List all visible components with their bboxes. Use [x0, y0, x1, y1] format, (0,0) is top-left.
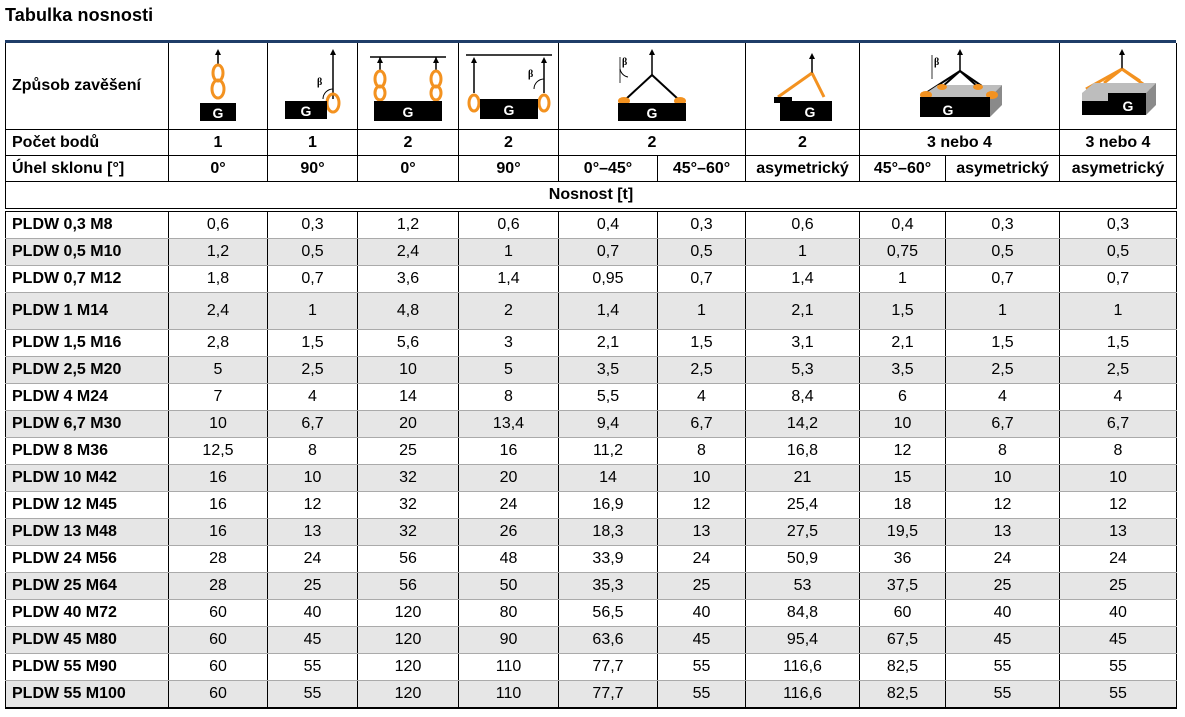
capacity-cell: 3,1: [746, 330, 860, 357]
capacity-cell: 60: [169, 627, 268, 654]
capacity-cell: 13,4: [459, 411, 559, 438]
capacity-cell: 9,4: [559, 411, 658, 438]
svg-text:G: G: [212, 105, 224, 121]
capacity-cell: 18: [860, 492, 946, 519]
capacity-cell: 36: [860, 546, 946, 573]
capacity-cell: 40: [1060, 600, 1177, 627]
points-value: 2: [559, 130, 746, 156]
product-name-cell: PLDW 40 M72: [6, 600, 169, 627]
capacity-cell: 120: [358, 600, 459, 627]
svg-text:G: G: [503, 102, 514, 118]
capacity-cell: 60: [860, 600, 946, 627]
capacity-cell: 53: [746, 573, 860, 600]
capacity-cell: 63,6: [559, 627, 658, 654]
capacity-cell: 10: [358, 357, 459, 384]
capacity-cell: 25: [658, 573, 746, 600]
capacity-cell: 12: [1060, 492, 1177, 519]
table-row: [6, 293, 1177, 330]
capacity-cell: 6,7: [1060, 411, 1177, 438]
mode-label: Způsob zavěšení: [6, 43, 169, 130]
capacity-cell: 14: [358, 384, 459, 411]
capacity-cell: 16,8: [746, 438, 860, 465]
single-vertical-sling-icon: [169, 43, 268, 130]
capacity-cell: 0,5: [1060, 239, 1177, 266]
capacity-cell: 0,95: [559, 266, 658, 293]
table-row: [6, 600, 1177, 627]
capacity-header-row: [6, 182, 1177, 209]
capacity-cell: 60: [169, 654, 268, 681]
points-value: 3 nebo 4: [860, 130, 1060, 156]
capacity-cell: 24: [268, 546, 358, 573]
points-label: Počet bodů: [6, 130, 169, 156]
capacity-cell: 40: [658, 600, 746, 627]
capacity-cell: 0,6: [169, 212, 268, 239]
four-leg-bridle-sling-icon: [860, 43, 1060, 130]
angle-value: 0°: [358, 156, 459, 182]
capacity-cell: 1,2: [169, 239, 268, 266]
points-value: 3 nebo 4: [1060, 130, 1177, 156]
capacity-cell: 13: [1060, 519, 1177, 546]
capacity-cell: 37,5: [860, 573, 946, 600]
table-row: [6, 681, 1177, 709]
product-name-cell: PLDW 1 M14: [6, 293, 169, 330]
capacity-cell: 120: [358, 654, 459, 681]
capacity-cell: 120: [358, 681, 459, 709]
capacity-cell: 120: [358, 627, 459, 654]
svg-text:β: β: [933, 57, 939, 68]
product-name-cell: PLDW 8 M36: [6, 438, 169, 465]
capacity-cell: 1: [1060, 293, 1177, 330]
capacity-cell: 0,7: [658, 266, 746, 293]
capacity-cell: 1,5: [946, 330, 1060, 357]
capacity-cell: 95,4: [746, 627, 860, 654]
table-row: [6, 384, 1177, 411]
capacity-cell: 10: [946, 465, 1060, 492]
capacity-cell: 8: [946, 438, 1060, 465]
capacity-cell: 110: [459, 681, 559, 709]
capacity-cell: 1: [658, 293, 746, 330]
capacity-cell: 0,3: [268, 212, 358, 239]
capacity-cell: 1,4: [559, 293, 658, 330]
suspension-mode-row: [6, 43, 1177, 130]
capacity-cell: 84,8: [746, 600, 860, 627]
svg-text:G: G: [646, 105, 658, 121]
table-row: [6, 654, 1177, 681]
capacity-cell: 5,3: [746, 357, 860, 384]
capacity-cell: 0,6: [459, 212, 559, 239]
capacity-cell: 12: [658, 492, 746, 519]
inclination-angle-row: [6, 156, 1177, 182]
two-side-beam-sling-icon: [459, 43, 559, 130]
capacity-cell: 13: [268, 519, 358, 546]
capacity-cell: 45: [658, 627, 746, 654]
capacity-cell: 0,4: [860, 212, 946, 239]
capacity-cell: 11,2: [559, 438, 658, 465]
capacity-cell: 26: [459, 519, 559, 546]
capacity-cell: 5,5: [559, 384, 658, 411]
capacity-cell: 0,5: [658, 239, 746, 266]
angle-label: Úhel sklonu [°]: [6, 156, 169, 182]
product-name-cell: PLDW 45 M80: [6, 627, 169, 654]
capacity-cell: 10: [169, 411, 268, 438]
product-name-cell: PLDW 55 M90: [6, 654, 169, 681]
capacity-cell: 1,4: [459, 266, 559, 293]
capacity-cell: 116,6: [746, 654, 860, 681]
capacity-cell: 32: [358, 519, 459, 546]
product-name-cell: PLDW 24 M56: [6, 546, 169, 573]
capacity-cell: 1,5: [860, 293, 946, 330]
capacity-cell: 24: [946, 546, 1060, 573]
table-row: [6, 492, 1177, 519]
product-name-cell: PLDW 1,5 M16: [6, 330, 169, 357]
angle-value: 90°: [268, 156, 358, 182]
capacity-cell: 55: [1060, 654, 1177, 681]
table-row: [6, 438, 1177, 465]
product-name-cell: PLDW 55 M100: [6, 681, 169, 709]
capacity-cell: 1: [860, 266, 946, 293]
capacity-cell: 10: [860, 411, 946, 438]
capacity-cell: 0,5: [268, 239, 358, 266]
table-row: [6, 266, 1177, 293]
table-row: [6, 627, 1177, 654]
capacity-cell: 24: [1060, 546, 1177, 573]
capacity-cell: 18,3: [559, 519, 658, 546]
capacity-cell: 2,4: [358, 239, 459, 266]
capacity-cell: 16: [459, 438, 559, 465]
capacity-cell: 14,2: [746, 411, 860, 438]
capacity-cell: 0,7: [559, 239, 658, 266]
capacity-cell: 48: [459, 546, 559, 573]
capacity-cell: 13: [658, 519, 746, 546]
points-count-row: [6, 130, 1177, 156]
product-name-cell: PLDW 13 M48: [6, 519, 169, 546]
angle-value: asymetrický: [746, 156, 860, 182]
capacity-cell: 4,8: [358, 293, 459, 330]
capacity-cell: 2: [459, 293, 559, 330]
capacity-cell: 2,4: [169, 293, 268, 330]
capacity-cell: 2,1: [860, 330, 946, 357]
capacity-cell: 10: [658, 465, 746, 492]
capacity-cell: 16: [169, 465, 268, 492]
svg-text:G: G: [402, 104, 414, 120]
capacity-cell: 67,5: [860, 627, 946, 654]
capacity-cell: 1,5: [1060, 330, 1177, 357]
capacity-cell: 8: [1060, 438, 1177, 465]
angle-value: 0°: [169, 156, 268, 182]
capacity-cell: 4: [1060, 384, 1177, 411]
capacity-cell: 4: [268, 384, 358, 411]
capacity-cell: 16: [169, 519, 268, 546]
capacity-cell: 15: [860, 465, 946, 492]
capacity-cell: 3,5: [860, 357, 946, 384]
capacity-cell: 2,5: [1060, 357, 1177, 384]
page-title: Tabulka nosnosti: [5, 5, 154, 25]
capacity-cell: 32: [358, 492, 459, 519]
capacity-cell: 77,7: [559, 654, 658, 681]
two-vertical-beam-sling-icon: [358, 43, 459, 130]
capacity-cell: 24: [658, 546, 746, 573]
svg-text:β: β: [527, 69, 533, 80]
capacity-cell: 55: [1060, 681, 1177, 709]
capacity-cell: 6,7: [658, 411, 746, 438]
capacity-cell: 20: [459, 465, 559, 492]
capacity-cell: 0,5: [946, 239, 1060, 266]
capacity-cell: 6,7: [946, 411, 1060, 438]
svg-text:G: G: [942, 102, 953, 118]
capacity-cell: 6: [860, 384, 946, 411]
capacity-cell: 10: [268, 465, 358, 492]
capacity-cell: 55: [658, 654, 746, 681]
angle-value: 45°–60°: [860, 156, 946, 182]
capacity-cell: 10: [1060, 465, 1177, 492]
product-name-cell: PLDW 0,7 M12: [6, 266, 169, 293]
capacity-cell: 5: [169, 357, 268, 384]
capacity-cell: 1: [946, 293, 1060, 330]
table-row: [6, 411, 1177, 438]
capacity-cell: 2,5: [268, 357, 358, 384]
product-name-cell: PLDW 4 M24: [6, 384, 169, 411]
capacity-cell: 25: [1060, 573, 1177, 600]
table-row: [6, 546, 1177, 573]
capacity-cell: 25: [946, 573, 1060, 600]
capacity-cell: 55: [946, 681, 1060, 709]
capacity-cell: 50,9: [746, 546, 860, 573]
capacity-cell: 77,7: [559, 681, 658, 709]
capacity-cell: 56: [358, 573, 459, 600]
capacity-cell: 56: [358, 546, 459, 573]
svg-text:β: β: [316, 77, 322, 88]
capacity-cell: 2,8: [169, 330, 268, 357]
product-name-cell: PLDW 6,7 M30: [6, 411, 169, 438]
table-row: [6, 239, 1177, 266]
capacity-cell: 0,7: [268, 266, 358, 293]
capacity-cell: 0,7: [946, 266, 1060, 293]
capacity-cell: 13: [946, 519, 1060, 546]
capacity-cell: 8: [658, 438, 746, 465]
load-capacity-table: [5, 43, 1177, 709]
capacity-cell: 12: [268, 492, 358, 519]
capacity-cell: 82,5: [860, 681, 946, 709]
capacity-cell: 1,2: [358, 212, 459, 239]
capacity-cell: 3,6: [358, 266, 459, 293]
capacity-cell: 20: [358, 411, 459, 438]
capacity-cell: 82,5: [860, 654, 946, 681]
capacity-cell: 55: [268, 681, 358, 709]
single-side-pull-sling-icon: [268, 43, 358, 130]
capacity-cell: 25: [358, 438, 459, 465]
angle-value: 45°–60°: [658, 156, 746, 182]
capacity-cell: 5,6: [358, 330, 459, 357]
angle-value: 0°–45°: [559, 156, 658, 182]
capacity-cell: 1,8: [169, 266, 268, 293]
capacity-cell: 1: [268, 293, 358, 330]
capacity-cell: 40: [268, 600, 358, 627]
capacity-cell: 5: [459, 357, 559, 384]
svg-text:β: β: [622, 57, 628, 68]
product-name-cell: PLDW 25 M64: [6, 573, 169, 600]
capacity-cell: 0,7: [1060, 266, 1177, 293]
capacity-cell: 56,5: [559, 600, 658, 627]
capacity-cell: 90: [459, 627, 559, 654]
product-name-cell: PLDW 12 M45: [6, 492, 169, 519]
capacity-cell: 45: [946, 627, 1060, 654]
points-value: 1: [169, 130, 268, 156]
product-name-cell: PLDW 0,3 M8: [6, 212, 169, 239]
capacity-cell: 16: [169, 492, 268, 519]
capacity-cell: 1: [459, 239, 559, 266]
capacity-cell: 55: [946, 654, 1060, 681]
capacity-cell: 25,4: [746, 492, 860, 519]
capacity-cell: 0,6: [746, 212, 860, 239]
capacity-cell: 0,3: [946, 212, 1060, 239]
capacity-cell: 2,5: [658, 357, 746, 384]
capacity-cell: 80: [459, 600, 559, 627]
points-value: 2: [459, 130, 559, 156]
points-value: 2: [746, 130, 860, 156]
capacity-cell: 60: [169, 681, 268, 709]
table-row: [6, 357, 1177, 384]
capacity-cell: 8: [459, 384, 559, 411]
capacity-cell: 3,5: [559, 357, 658, 384]
angle-value: asymetrický: [946, 156, 1060, 182]
table-row: [6, 465, 1177, 492]
capacity-cell: 25: [268, 573, 358, 600]
capacity-cell: 1,4: [746, 266, 860, 293]
capacity-cell: 1,5: [268, 330, 358, 357]
load-table-container: [5, 40, 1176, 709]
capacity-cell: 50: [459, 573, 559, 600]
capacity-cell: 40: [946, 600, 1060, 627]
capacity-cell: 0,3: [658, 212, 746, 239]
capacity-label: Nosnost [t]: [6, 182, 1177, 209]
capacity-cell: 4: [658, 384, 746, 411]
angle-value: 90°: [459, 156, 559, 182]
capacity-cell: 8,4: [746, 384, 860, 411]
capacity-cell: 0,4: [559, 212, 658, 239]
capacity-cell: 12: [860, 438, 946, 465]
capacity-cell: 28: [169, 546, 268, 573]
capacity-cell: 35,3: [559, 573, 658, 600]
capacity-cell: 60: [169, 600, 268, 627]
product-name-cell: PLDW 10 M42: [6, 465, 169, 492]
two-leg-bridle-sling-icon: [559, 43, 746, 130]
table-row: [6, 330, 1177, 357]
capacity-cell: 1: [746, 239, 860, 266]
four-leg-asymmetric-sling-icon: [1060, 43, 1177, 130]
capacity-cell: 6,7: [268, 411, 358, 438]
capacity-cell: 55: [268, 654, 358, 681]
svg-text:G: G: [300, 103, 311, 119]
capacity-cell: 2,1: [746, 293, 860, 330]
capacity-cell: 45: [268, 627, 358, 654]
points-value: 2: [358, 130, 459, 156]
capacity-cell: 2,5: [946, 357, 1060, 384]
capacity-cell: 45: [1060, 627, 1177, 654]
capacity-cell: 16,9: [559, 492, 658, 519]
capacity-cell: 14: [559, 465, 658, 492]
capacity-cell: 0,75: [860, 239, 946, 266]
capacity-cell: 110: [459, 654, 559, 681]
table-row: [6, 519, 1177, 546]
capacity-cell: 28: [169, 573, 268, 600]
capacity-cell: 0,3: [1060, 212, 1177, 239]
product-name-cell: PLDW 2,5 M20: [6, 357, 169, 384]
capacity-cell: 27,5: [746, 519, 860, 546]
capacity-cell: 24: [459, 492, 559, 519]
svg-text:G: G: [1122, 98, 1134, 114]
capacity-cell: 12: [946, 492, 1060, 519]
capacity-cell: 8: [268, 438, 358, 465]
table-row: [6, 212, 1177, 239]
capacity-cell: 4: [946, 384, 1060, 411]
capacity-cell: 116,6: [746, 681, 860, 709]
product-name-cell: PLDW 0,5 M10: [6, 239, 169, 266]
table-row: [6, 573, 1177, 600]
capacity-cell: 19,5: [860, 519, 946, 546]
capacity-cell: 21: [746, 465, 860, 492]
capacity-cell: 1,5: [658, 330, 746, 357]
capacity-cell: 3: [459, 330, 559, 357]
capacity-cell: 12,5: [169, 438, 268, 465]
capacity-cell: 2,1: [559, 330, 658, 357]
angle-value: asymetrický: [1060, 156, 1177, 182]
points-value: 1: [268, 130, 358, 156]
capacity-cell: 32: [358, 465, 459, 492]
capacity-cell: 7: [169, 384, 268, 411]
two-leg-asymmetric-sling-icon: [746, 43, 860, 130]
svg-text:G: G: [804, 104, 815, 120]
capacity-cell: 55: [658, 681, 746, 709]
capacity-cell: 33,9: [559, 546, 658, 573]
